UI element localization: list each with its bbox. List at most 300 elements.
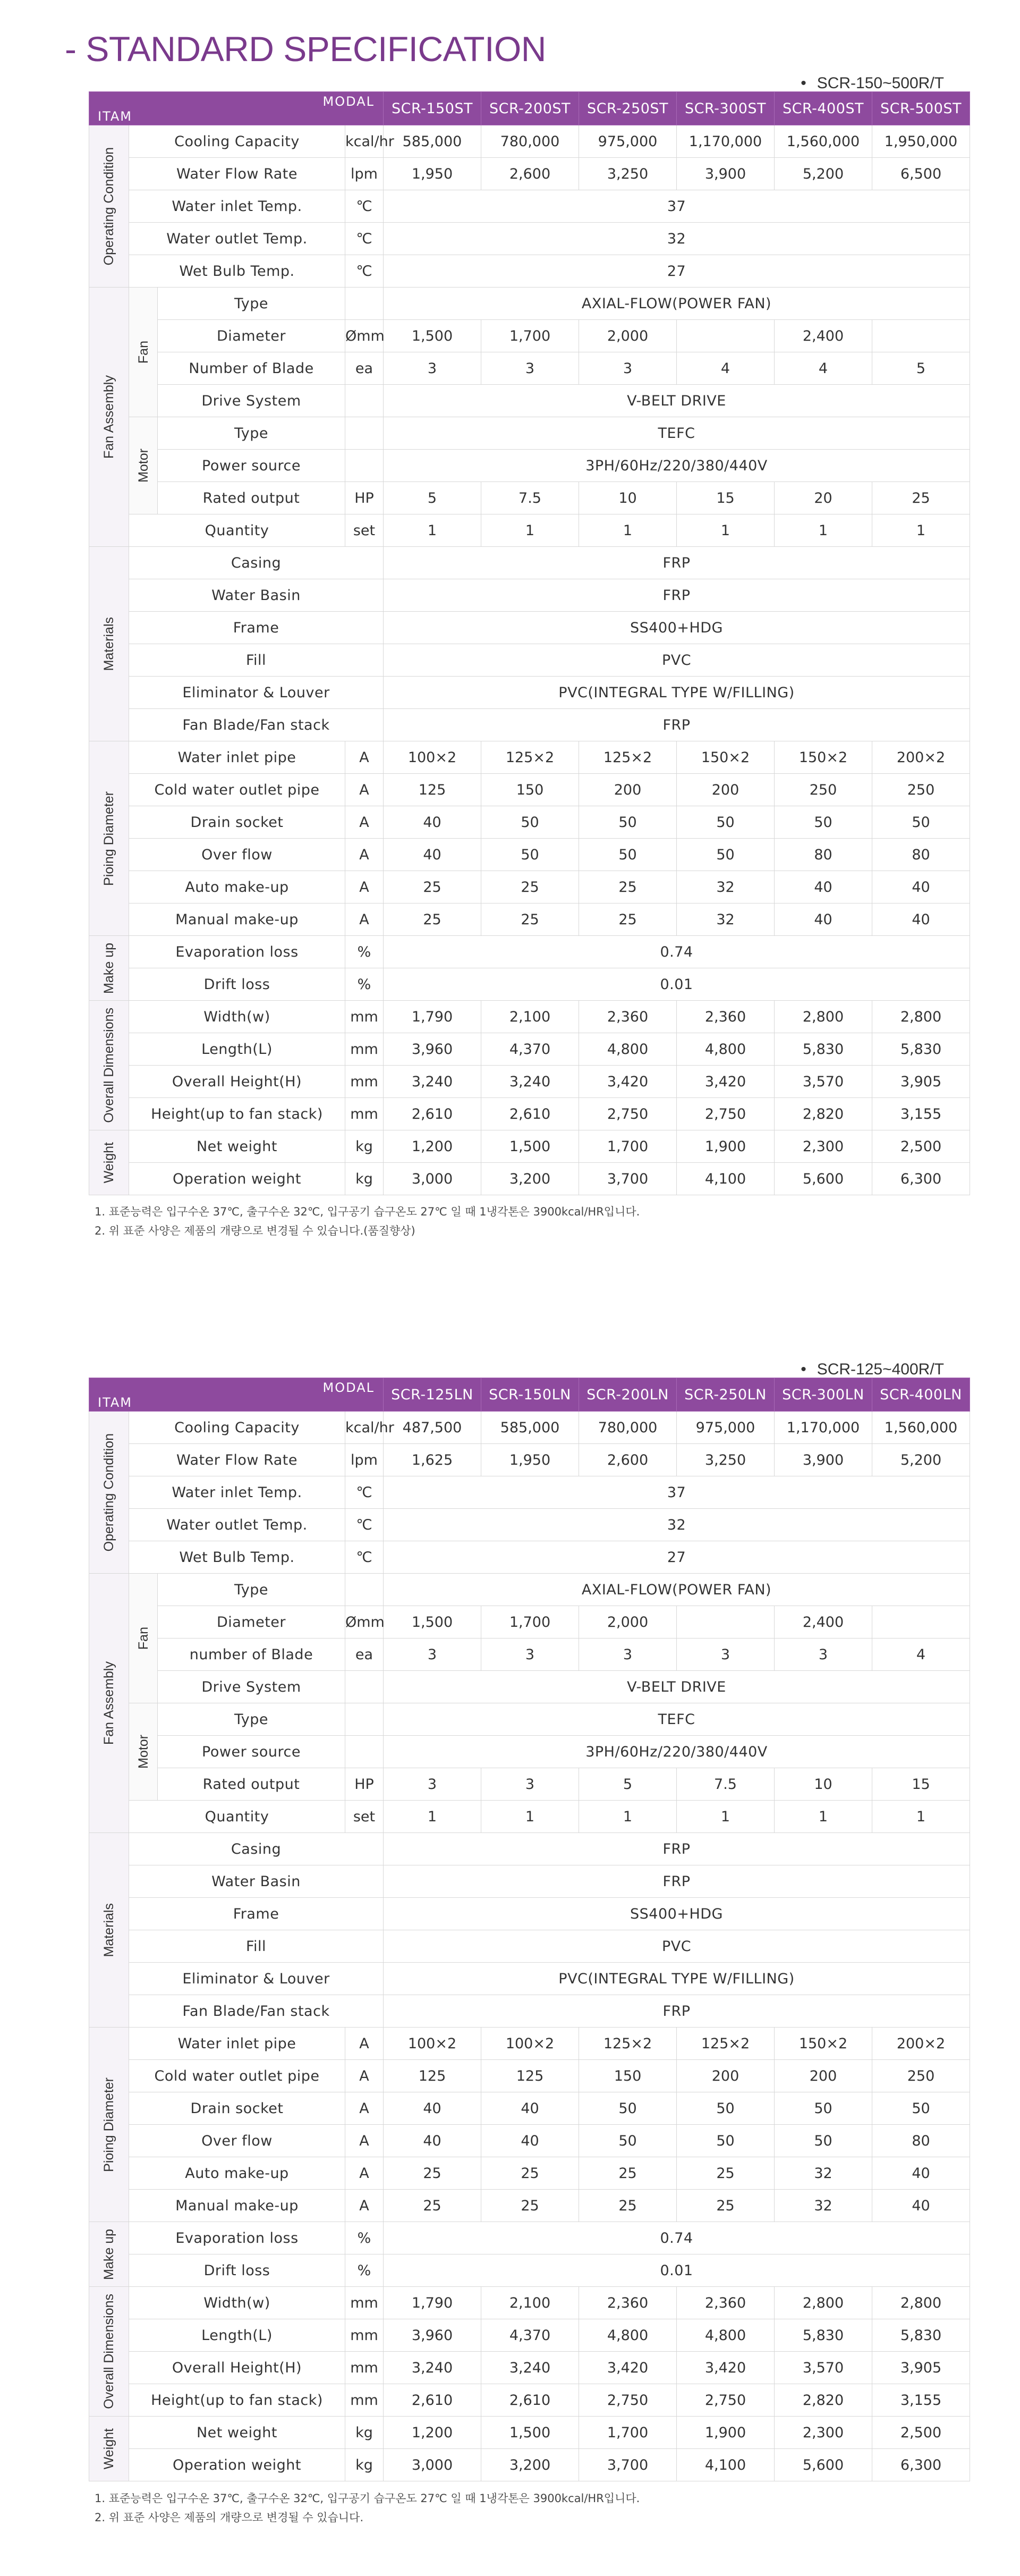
value-cell: 1	[579, 514, 677, 547]
value-cell: 3,250	[579, 158, 677, 190]
row-label: Water inlet Temp.	[129, 1476, 345, 1509]
row-label: Auto make-up	[129, 871, 345, 903]
unit-cell: A	[345, 2125, 384, 2157]
value-cell: 50	[872, 806, 970, 839]
value-cell: 2,800	[775, 1001, 872, 1033]
group-label: Pioing Diameter	[101, 791, 116, 886]
value-cell: 4	[677, 352, 775, 385]
value-cell: 5	[579, 1768, 677, 1801]
value-cell: 2,750	[677, 1098, 775, 1130]
unit-cell: ℃	[345, 255, 384, 288]
value-cell: 1	[872, 1801, 970, 1833]
row-label: Manual make-up	[129, 2190, 345, 2222]
value-cell: 4,800	[677, 2319, 775, 2352]
value-cell: 25	[579, 871, 677, 903]
unit-cell: A	[345, 2028, 384, 2060]
value-cell: 50	[579, 806, 677, 839]
value-cell: 3,155	[872, 2384, 970, 2417]
unit-cell: lpm	[345, 158, 384, 190]
value-cell: 3,200	[481, 1163, 579, 1195]
group-motor	[129, 1703, 158, 1801]
value-cell: 2,360	[579, 1001, 677, 1033]
value-cell: 40	[481, 2125, 579, 2157]
group-label: Materials	[101, 616, 116, 671]
spec-row	[89, 2060, 970, 2092]
spec-row	[89, 2319, 970, 2352]
value-cell: 3	[481, 352, 579, 385]
unit-cell: kg	[345, 1130, 384, 1163]
spec-row	[89, 2417, 970, 2449]
row-label: Height(up to fan stack)	[129, 2384, 345, 2417]
value-cell: 32	[677, 871, 775, 903]
value-cell: 150×2	[775, 741, 872, 774]
group-label: Overall Dimensions	[101, 1008, 116, 1123]
value-cell: 1,700	[481, 1606, 579, 1638]
value-cell: 40	[872, 871, 970, 903]
value-cell: 15	[677, 482, 775, 514]
footnotes	[95, 1202, 640, 1240]
row-label: Fan Blade/Fan stack	[129, 709, 384, 741]
value-cell: 200	[677, 2060, 775, 2092]
value-cell: 200×2	[872, 741, 970, 774]
group-label: Motor	[135, 1735, 151, 1769]
value-cell: 3,570	[775, 1066, 872, 1098]
value-cell: 50	[579, 2125, 677, 2157]
row-label: Wet Bulb Temp.	[129, 1541, 345, 1574]
row-label: Drain socket	[129, 806, 345, 839]
header-itam-label: ITAM	[98, 109, 132, 124]
group-materials	[89, 1833, 129, 2028]
value-cell: 3,240	[481, 1066, 579, 1098]
row-label: Power source	[158, 450, 345, 482]
bullet-icon: •	[801, 74, 806, 92]
spec-row	[89, 1444, 970, 1476]
value-cell: 5,830	[775, 2319, 872, 2352]
group-motor	[129, 417, 158, 514]
unit-cell: ℃	[345, 1476, 384, 1509]
value-cell: 5	[872, 352, 970, 385]
value-cell: 2,600	[579, 1444, 677, 1476]
spec-row	[89, 1768, 970, 1801]
value-cell: 4,800	[579, 1033, 677, 1066]
row-label: Height(up to fan stack)	[129, 1098, 345, 1130]
spec-row	[89, 1541, 970, 1574]
value-cell: 1	[384, 1801, 481, 1833]
value-cell: 25	[481, 2157, 579, 2190]
spec-row	[89, 1865, 970, 1898]
spec-row	[89, 806, 970, 839]
value-cell: 40	[872, 903, 970, 936]
model-header: SCR-300LN	[775, 1378, 872, 1412]
value-cell: 3	[775, 1638, 872, 1671]
value-cell: FRP	[384, 1995, 970, 2028]
model-header: SCR-250ST	[579, 92, 677, 125]
value-cell: 25	[384, 2157, 481, 2190]
spec-row	[89, 2190, 970, 2222]
unit-cell: kcal/hr	[345, 1412, 384, 1444]
unit-cell: Ømm	[345, 320, 384, 352]
row-label: Manual make-up	[129, 903, 345, 936]
value-cell: 15	[872, 1768, 970, 1801]
unit-cell: A	[345, 774, 384, 806]
header-modal-label: MODAL	[322, 94, 375, 109]
value-cell: 3,960	[384, 1033, 481, 1066]
spec-row	[89, 125, 970, 158]
value-cell: 780,000	[481, 125, 579, 158]
value-cell: AXIAL-FLOW(POWER FAN)	[384, 1574, 970, 1606]
group-makeup	[89, 2222, 129, 2287]
unit-cell	[345, 450, 384, 482]
value-cell: 40	[384, 806, 481, 839]
value-cell: 1	[775, 514, 872, 547]
value-cell: 3PH/60Hz/220/380/440V	[384, 1736, 970, 1768]
value-cell: V-BELT DRIVE	[384, 385, 970, 417]
value-cell: 3,240	[384, 2352, 481, 2384]
page-title: - STANDARD SPECIFICATION	[65, 29, 546, 69]
row-label: Width(w)	[129, 1001, 345, 1033]
value-cell: 1	[384, 514, 481, 547]
value-cell: 3,420	[579, 2352, 677, 2384]
row-label: Overall Height(H)	[129, 1066, 345, 1098]
unit-cell	[345, 288, 384, 320]
value-cell: 50	[775, 2092, 872, 2125]
spec-row	[89, 1801, 970, 1833]
value-cell: 25	[384, 2190, 481, 2222]
value-cell: 7.5	[677, 1768, 775, 1801]
unit-cell: ℃	[345, 223, 384, 255]
unit-cell: lpm	[345, 1444, 384, 1476]
spec-row	[89, 1001, 970, 1033]
group-weight	[89, 2417, 129, 2481]
spec-table	[89, 1378, 970, 2481]
value-cell: 3	[677, 1638, 775, 1671]
model-header: SCR-200LN	[579, 1378, 677, 1412]
group-materials	[89, 547, 129, 741]
row-label: Drive System	[158, 385, 345, 417]
spec-row	[89, 1574, 970, 1606]
row-label: Quantity	[129, 514, 345, 547]
group-label: Operating Condition	[101, 1433, 116, 1552]
value-cell: 2,360	[677, 1001, 775, 1033]
value-cell: 1,700	[579, 1130, 677, 1163]
row-label: Quantity	[129, 1801, 345, 1833]
group-piping	[89, 741, 129, 936]
value-cell: 1	[872, 514, 970, 547]
group-operating	[89, 1412, 129, 1574]
unit-cell: mm	[345, 1066, 384, 1098]
value-cell: 1	[481, 514, 579, 547]
value-cell: PVC	[384, 1930, 970, 1963]
spec-row	[89, 612, 970, 644]
value-cell: 1,950	[384, 158, 481, 190]
spec-row	[89, 1898, 970, 1930]
value-cell: 0.01	[384, 968, 970, 1001]
footnote: 2. 위 표준 사양은 제품의 개량으로 변경될 수 있습니다.	[95, 2511, 364, 2524]
value-cell: 2,610	[481, 1098, 579, 1130]
spec-row	[89, 903, 970, 936]
unit-cell: kcal/hr	[345, 125, 384, 158]
spec-row	[89, 677, 970, 709]
unit-cell: set	[345, 514, 384, 547]
row-label: Water Basin	[129, 579, 384, 612]
spec-row	[89, 482, 970, 514]
row-label: Water inlet Temp.	[129, 190, 345, 223]
group-label: Make up	[101, 942, 116, 994]
value-cell: 2,500	[872, 2417, 970, 2449]
value-cell: 150×2	[677, 741, 775, 774]
row-label: Fill	[129, 644, 384, 677]
unit-cell: ℃	[345, 1509, 384, 1541]
value-cell: 25	[384, 871, 481, 903]
value-cell: 5	[384, 482, 481, 514]
group-makeup	[89, 936, 129, 1001]
value-cell: PVC(INTEGRAL TYPE W/FILLING)	[384, 677, 970, 709]
model-header: SCR-200ST	[481, 92, 579, 125]
series-label-text: SCR-125~400R/T	[817, 1361, 944, 1378]
spec-row	[89, 158, 970, 190]
spec-row	[89, 741, 970, 774]
footnote: 2. 위 표준 사양은 제품의 개량으로 변경될 수 있습니다.(품질향상)	[95, 1224, 415, 1237]
value-cell: 1,170,000	[775, 1412, 872, 1444]
spec-row	[89, 255, 970, 288]
value-cell: 32	[384, 1509, 970, 1541]
spec-row	[89, 2028, 970, 2060]
value-cell: 2,750	[677, 2384, 775, 2417]
row-label: Water inlet pipe	[129, 741, 345, 774]
spec-row	[89, 417, 970, 450]
value-cell: 3	[481, 1768, 579, 1801]
value-cell: 2,610	[481, 2384, 579, 2417]
spec-row	[89, 1671, 970, 1703]
value-cell: 100×2	[481, 2028, 579, 2060]
row-label: Operation weight	[129, 2449, 345, 2481]
row-label: Auto make-up	[129, 2157, 345, 2190]
row-label: Type	[158, 417, 345, 450]
unit-cell: %	[345, 936, 384, 968]
row-label: Frame	[129, 1898, 384, 1930]
value-cell: 1	[677, 514, 775, 547]
value-cell: 487,500	[384, 1412, 481, 1444]
value-cell: 37	[384, 1476, 970, 1509]
unit-cell: %	[345, 968, 384, 1001]
group-fan	[129, 1574, 158, 1703]
value-cell: 2,610	[384, 1098, 481, 1130]
value-cell: SS400+HDG	[384, 612, 970, 644]
value-cell: 4	[775, 352, 872, 385]
value-cell: 5,830	[872, 2319, 970, 2352]
row-label: Water outlet Temp.	[129, 223, 345, 255]
value-cell: 150×2	[775, 2028, 872, 2060]
value-cell: 4,100	[677, 1163, 775, 1195]
value-cell: 150	[579, 2060, 677, 2092]
value-cell: 32	[384, 223, 970, 255]
value-cell: 250	[775, 774, 872, 806]
unit-cell: mm	[345, 2319, 384, 2352]
group-weight	[89, 1130, 129, 1195]
spec-row	[89, 1930, 970, 1963]
footnote: 1. 표준능력은 입구수온 37℃, 출구수온 32℃, 입구공기 습구온도 27℃ 일 때 1냉각톤은 3900kcal/HR입니다.	[95, 2492, 640, 2505]
value-cell: 0.74	[384, 936, 970, 968]
value-cell: 1,500	[481, 2417, 579, 2449]
value-cell: 125	[384, 774, 481, 806]
footnote: 1. 표준능력은 입구수온 37℃, 출구수온 32℃, 입구공기 습구온도 27℃ 일 때 1냉각톤은 3900kcal/HR입니다.	[95, 1205, 640, 1218]
value-cell: 3,250	[677, 1444, 775, 1476]
value-cell: 32	[775, 2190, 872, 2222]
value-cell: 1,560,000	[775, 125, 872, 158]
unit-cell: %	[345, 2254, 384, 2287]
value-cell: 3,420	[579, 1066, 677, 1098]
value-cell: 150	[481, 774, 579, 806]
value-cell: 4,370	[481, 1033, 579, 1066]
value-cell: 40	[481, 2092, 579, 2125]
value-cell: 2,610	[384, 2384, 481, 2417]
value-cell: 2,820	[775, 2384, 872, 2417]
value-cell: FRP	[384, 1865, 970, 1898]
spec-row	[89, 2287, 970, 2319]
spec-row	[89, 968, 970, 1001]
value-cell: 3,155	[872, 1098, 970, 1130]
value-cell: 2,000	[579, 320, 677, 352]
row-label: Net weight	[129, 1130, 345, 1163]
row-label: Width(w)	[129, 2287, 345, 2319]
value-cell: 3,240	[384, 1066, 481, 1098]
header-itam-label: ITAM	[98, 1395, 132, 1410]
value-cell: 50	[872, 2092, 970, 2125]
spec-row	[89, 1606, 970, 1638]
spec-row	[89, 644, 970, 677]
header-corner	[89, 92, 384, 125]
unit-cell: A	[345, 741, 384, 774]
value-cell	[872, 1606, 970, 1638]
spec-row	[89, 320, 970, 352]
value-cell: 6,300	[872, 1163, 970, 1195]
value-cell: 50	[775, 806, 872, 839]
row-label: Wet Bulb Temp.	[129, 255, 345, 288]
value-cell: 7.5	[481, 482, 579, 514]
value-cell: TEFC	[384, 417, 970, 450]
row-label: Diameter	[158, 320, 345, 352]
spec-row	[89, 579, 970, 612]
value-cell: 3,700	[579, 1163, 677, 1195]
unit-cell: mm	[345, 1033, 384, 1066]
value-cell: 1,790	[384, 2287, 481, 2319]
value-cell: 3,000	[384, 2449, 481, 2481]
group-label: Operating Condition	[101, 147, 116, 266]
value-cell: 1,700	[481, 320, 579, 352]
value-cell: 250	[872, 2060, 970, 2092]
value-cell: 2,100	[481, 1001, 579, 1033]
value-cell: 5,600	[775, 1163, 872, 1195]
model-header: SCR-150LN	[481, 1378, 579, 1412]
value-cell: 4,800	[579, 2319, 677, 2352]
value-cell: 25	[677, 2190, 775, 2222]
unit-cell: ℃	[345, 190, 384, 223]
row-label: Drift loss	[129, 968, 345, 1001]
value-cell: 3,570	[775, 2352, 872, 2384]
value-cell: 40	[384, 2092, 481, 2125]
spec-row	[89, 385, 970, 417]
spec-row	[89, 1833, 970, 1865]
spec-row	[89, 514, 970, 547]
value-cell: 0.01	[384, 2254, 970, 2287]
value-cell: 6,300	[872, 2449, 970, 2481]
value-cell: 50	[677, 806, 775, 839]
model-header: SCR-300ST	[677, 92, 775, 125]
unit-cell: A	[345, 903, 384, 936]
row-label: Rated output	[158, 1768, 345, 1801]
unit-cell: mm	[345, 2384, 384, 2417]
value-cell: 10	[579, 482, 677, 514]
group-dimensions	[89, 1001, 129, 1130]
row-label: Length(L)	[129, 2319, 345, 2352]
value-cell	[872, 320, 970, 352]
value-cell: PVC(INTEGRAL TYPE W/FILLING)	[384, 1963, 970, 1995]
value-cell: 5,600	[775, 2449, 872, 2481]
row-label: Type	[158, 288, 345, 320]
value-cell: 3	[384, 1768, 481, 1801]
value-cell: 40	[384, 839, 481, 871]
value-cell: FRP	[384, 1833, 970, 1865]
spec-row	[89, 1736, 970, 1768]
row-label: number of Blade	[158, 1638, 345, 1671]
value-cell: 4	[872, 1638, 970, 1671]
group-dimensions	[89, 2287, 129, 2417]
value-cell: 50	[677, 839, 775, 871]
value-cell: 250	[872, 774, 970, 806]
unit-cell: A	[345, 2157, 384, 2190]
unit-cell: set	[345, 1801, 384, 1833]
value-cell: 3	[579, 1638, 677, 1671]
row-label: Water Flow Rate	[129, 158, 345, 190]
header-corner	[89, 1378, 384, 1412]
unit-cell: kg	[345, 2417, 384, 2449]
row-label: Water inlet pipe	[129, 2028, 345, 2060]
value-cell: 780,000	[579, 1412, 677, 1444]
value-cell: 5,830	[872, 1033, 970, 1066]
value-cell: 2,300	[775, 1130, 872, 1163]
value-cell: 25	[481, 903, 579, 936]
value-cell: 2,300	[775, 2417, 872, 2449]
value-cell: FRP	[384, 579, 970, 612]
unit-cell: HP	[345, 482, 384, 514]
value-cell: 40	[872, 2157, 970, 2190]
row-label: Evaporation loss	[129, 936, 345, 968]
row-label: Net weight	[129, 2417, 345, 2449]
header-row	[89, 92, 970, 125]
unit-cell: ℃	[345, 1541, 384, 1574]
group-label: Overall Dimensions	[101, 2294, 116, 2409]
row-label: Cooling Capacity	[129, 125, 345, 158]
value-cell: 125	[384, 2060, 481, 2092]
value-cell: 2,360	[579, 2287, 677, 2319]
unit-cell: mm	[345, 2287, 384, 2319]
series-label	[801, 1361, 944, 1379]
header-modal-label: MODAL	[322, 1380, 375, 1395]
row-label: Eliminator & Louver	[129, 1963, 384, 1995]
value-cell: 4,100	[677, 2449, 775, 2481]
unit-cell: A	[345, 871, 384, 903]
value-cell: V-BELT DRIVE	[384, 1671, 970, 1703]
spec-row	[89, 1703, 970, 1736]
group-label: Make up	[101, 2228, 116, 2280]
value-cell: 1	[677, 1801, 775, 1833]
value-cell: 20	[775, 482, 872, 514]
value-cell: 3,900	[775, 1444, 872, 1476]
value-cell: 5,830	[775, 1033, 872, 1066]
spec-row	[89, 1995, 970, 2028]
model-header: SCR-500ST	[872, 92, 970, 125]
row-label: Cold water outlet pipe	[129, 2060, 345, 2092]
